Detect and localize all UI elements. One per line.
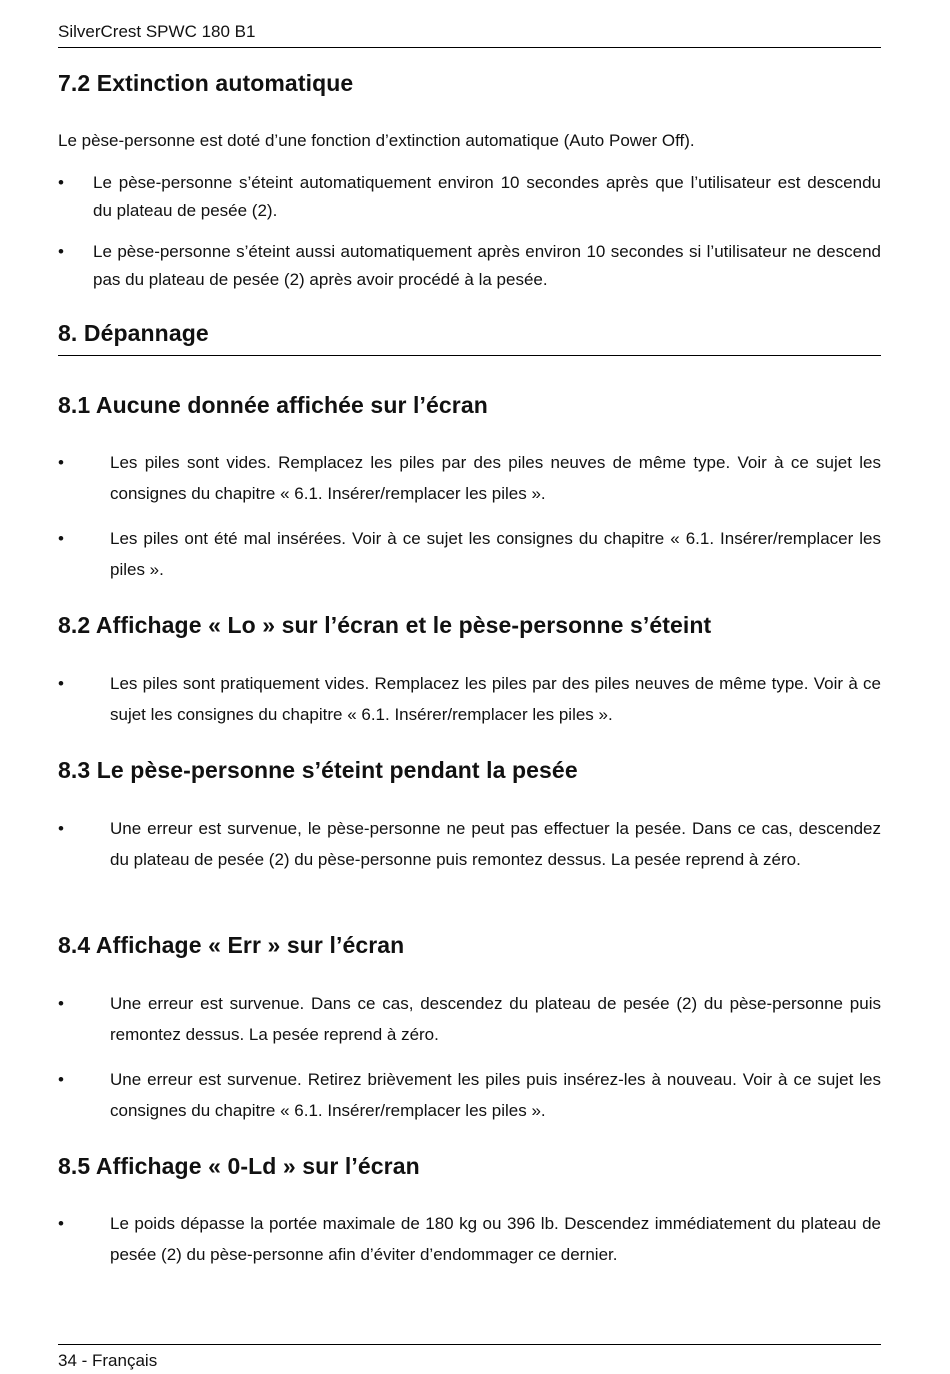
section-rule [58,355,881,356]
list-item-text: Une erreur est survenue, le pèse-personne ne peut pas effectuer la pesée. Dans ce cas, descendez du plateau de pesée (2) du pèse-personne puis remontez dessus. La pesée reprend à zéro. [110,819,881,869]
list-item-text: Les piles sont pratiquement vides. Remplacez les piles par des piles neuves de même type. Voir à ce sujet les consignes du chapitre « 6.1. Insérer/remplacer les piles ». [110,674,881,724]
heading-8: 8. Dépannage [58,320,209,346]
list-item [58,169,881,225]
list-item [58,523,881,585]
bullet-icon: • [58,819,64,838]
list-item-text: Une erreur est survenue. Dans ce cas, descendez du plateau de pesée (2) du pèse-personne puis remontez dessus. La pesée reprend à zéro. [110,994,881,1044]
list-item [58,668,881,730]
list-item [58,238,881,294]
heading-7-2: 7.2 Extinction automatique [58,70,354,96]
bullet-icon: • [58,1070,64,1089]
heading-8-1: 8.1 Aucune donnée affichée sur l’écran [58,392,488,418]
bullet-icon: • [58,173,64,192]
bullet-icon: • [58,242,64,261]
list-item [58,1208,881,1270]
list-item-text: Les piles ont été mal insérées. Voir à ce sujet les consignes du chapitre « 6.1. Insérer/remplacer les piles ». [110,529,881,579]
heading-8-4: 8.4 Affichage « Err » sur l’écran [58,932,405,958]
list-item [58,813,881,875]
bullet-icon: • [58,674,64,693]
list-item-text: Une erreur est survenue. Retirez brièvement les piles puis insérez-les à nouveau. Voir à ce sujet les consignes du chapitre « 6.1. Insérer/remplacer les piles ». [110,1070,881,1120]
intro-paragraph: Le pèse-personne est doté d’une fonction d’extinction automatique (Auto Power Off). [58,131,695,150]
list-item-text: Le pèse-personne s’éteint automatiquement environ 10 secondes après que l’utilisateur est descendu du plateau de pesée (2). [93,173,881,220]
heading-8-3: 8.3 Le pèse-personne s’éteint pendant la pesée [58,757,578,783]
page-number: 34 - Français [58,1351,158,1370]
bullet-icon: • [58,1214,64,1233]
bullet-icon: • [58,453,64,472]
bullet-icon: • [58,529,64,548]
heading-8-5: 8.5 Affichage « 0-Ld » sur l’écran [58,1153,420,1179]
list-item [58,988,881,1050]
list-item-text: Le poids dépasse la portée maximale de 180 kg ou 396 lb. Descendez immédiatement du plateau de pesée (2) du pèse-personne afin d’éviter d’endommager ce dernier. [110,1214,881,1264]
heading-8-2: 8.2 Affichage « Lo » sur l’écran et le pèse-personne s’éteint [58,612,712,638]
header-rule [58,47,881,48]
list-item [58,1064,881,1126]
bullet-icon: • [58,994,64,1013]
list-item [58,447,881,509]
footer-rule [58,1344,881,1345]
list-item-text: Le pèse-personne s’éteint aussi automatiquement après environ 10 secondes si l’utilisateur ne descend pas du plateau de pesée (2) après avoir procédé à la pesée. [93,242,881,289]
list-item-text: Les piles sont vides. Remplacez les piles par des piles neuves de même type. Voir à ce sujet les consignes du chapitre « 6.1. Insérer/remplacer les piles ». [110,453,881,503]
running-header: SilverCrest SPWC 180 B1 [58,22,256,41]
